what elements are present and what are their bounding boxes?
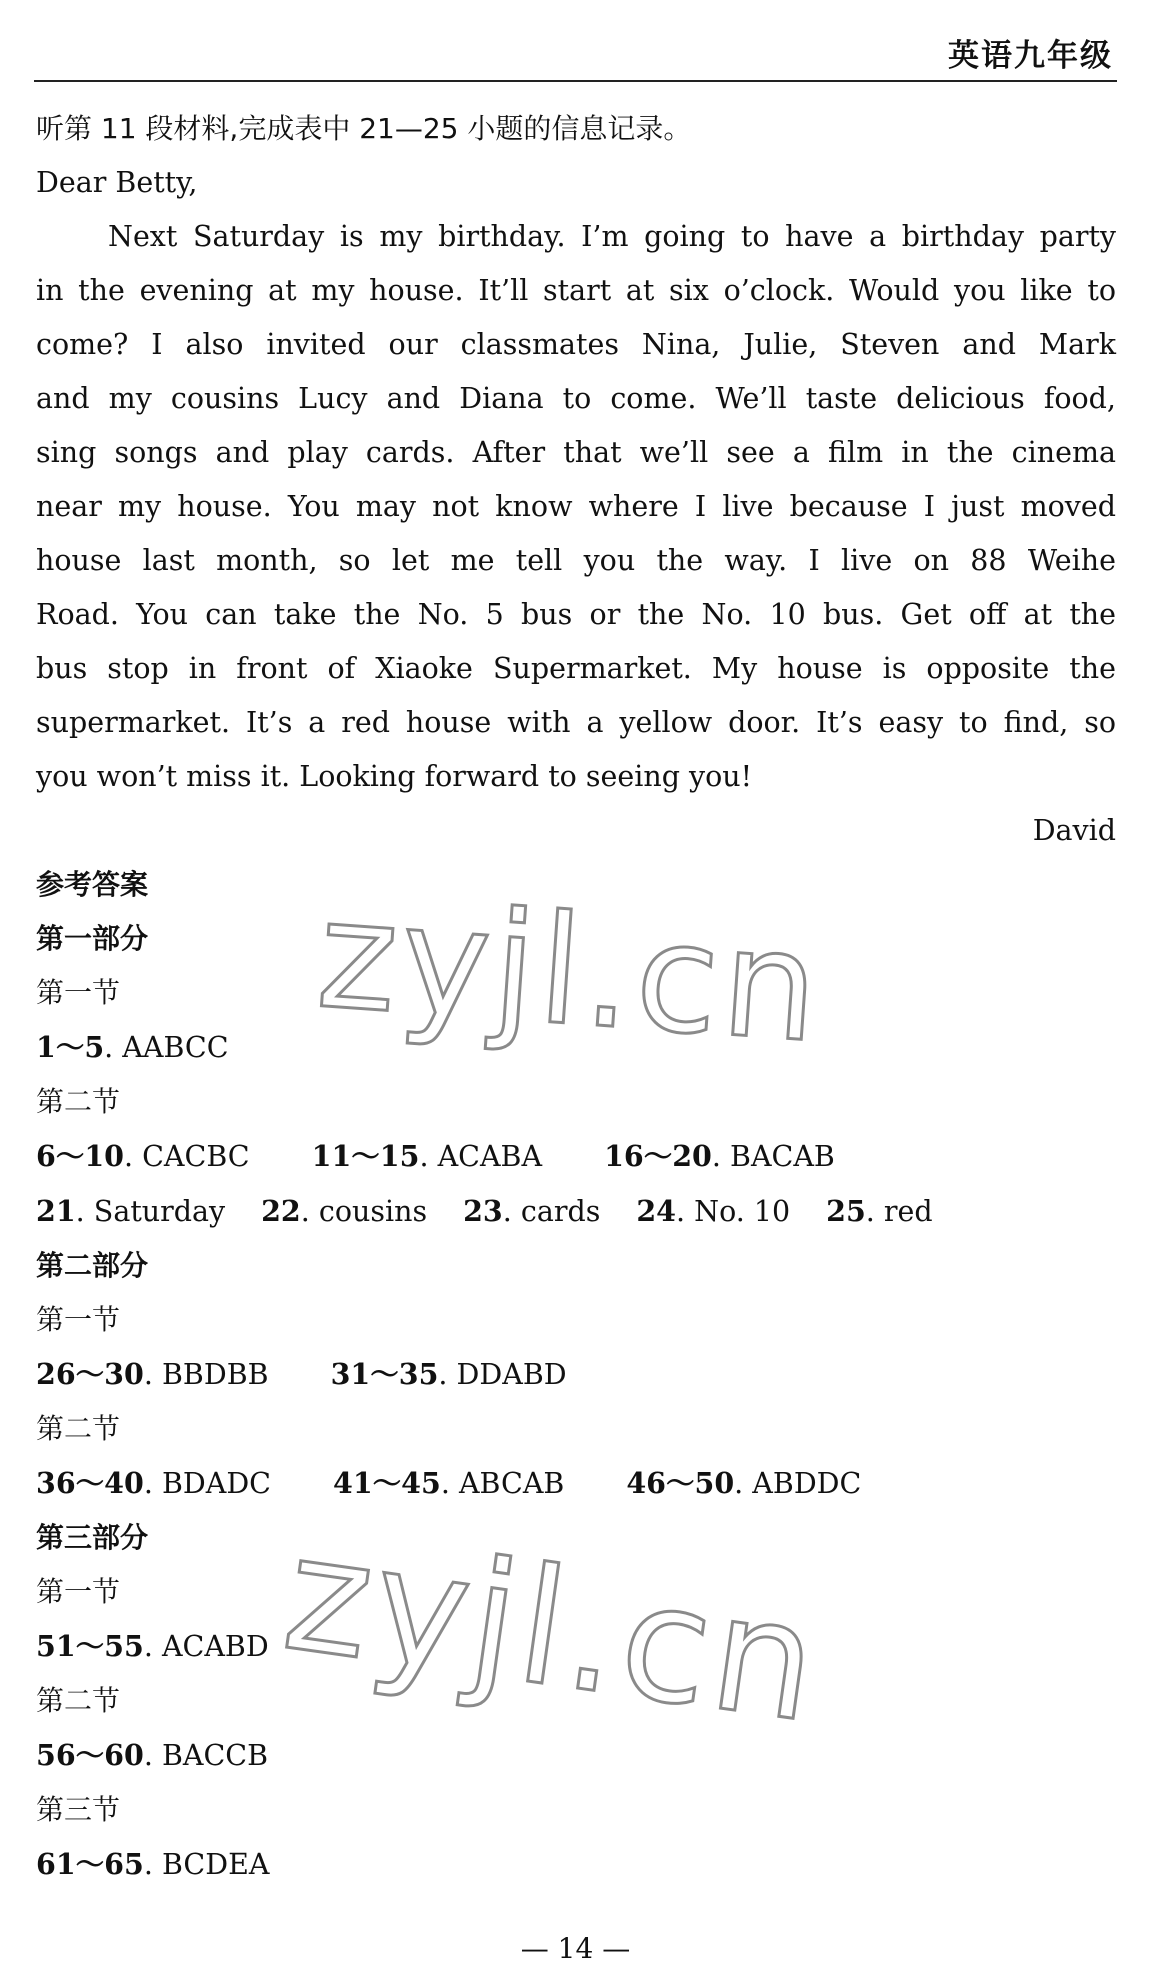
answers-title: 参考答案 (36, 868, 149, 901)
listening-instruction: 听第 11 段材料,完成表中 21—25 小题的信息记录。 (36, 112, 692, 145)
question-range: 31～35 (330, 1357, 439, 1391)
question-range: 46～50 (626, 1466, 735, 1500)
answer-value: AABCC (122, 1031, 229, 1064)
answer-value: cards (520, 1195, 601, 1228)
letter-line: near my house. You may not know where I live because I just moved (36, 490, 1116, 523)
question-range: 26～30 (36, 1357, 144, 1391)
part-title: 第三部分 (36, 1521, 149, 1554)
answer-value: BBDBB (161, 1358, 269, 1391)
question-number: 24 (636, 1194, 677, 1228)
question-number: 22 (261, 1194, 301, 1228)
letter-line: in the evening at my house. It’ll start at six o’clock. Would you like to (36, 274, 1116, 307)
letter-line: sing songs and play cards. After that we’ll see a film in the cinema (36, 436, 1116, 469)
answer-item: 24. No. 10 (636, 1194, 791, 1228)
question-number: 25 (826, 1194, 866, 1228)
answer-item: 36～40. BDADC (36, 1466, 271, 1500)
section-title: 第三节 (36, 1793, 121, 1826)
answer-value: CACBC (142, 1140, 250, 1173)
answer-item: 46～50. ABDDC (626, 1466, 862, 1500)
answer-row (36, 1020, 1116, 1075)
question-range: 41～45 (333, 1466, 441, 1500)
question-range: 56～60 (36, 1738, 144, 1772)
letter-line: Next Saturday is my birthday. I’m going to have a birthday party (108, 220, 1116, 253)
answer-item: 23. cards (463, 1194, 601, 1228)
answer-value: Saturday (93, 1195, 226, 1228)
answer-item: 16～20. BACAB (604, 1139, 835, 1173)
answer-row (36, 1728, 1116, 1783)
answer-value: DDABD (456, 1358, 567, 1391)
answer-item: 11～15. ACABA (311, 1139, 543, 1173)
question-range: 61～65 (36, 1847, 144, 1881)
letter-salutation: Dear Betty, (36, 166, 198, 199)
answer-row (36, 1456, 1116, 1511)
answer-value: ACABA (437, 1140, 543, 1173)
answer-value: No. 10 (694, 1195, 791, 1228)
answer-item: 26～30. BBDBB (36, 1357, 269, 1391)
question-number: 21 (36, 1194, 76, 1228)
question-number: 23 (463, 1194, 503, 1228)
question-range: 6～10 (36, 1139, 124, 1173)
letter-line: supermarket. It’s a red house with a yellow door. It’s easy to find, so (36, 706, 1116, 739)
watermark: zyjl.cn (312, 867, 828, 1077)
answer-item: 56～60. BACCB (36, 1738, 269, 1772)
answer-value: ABDDC (752, 1467, 862, 1500)
letter-line: bus stop in front of Xiaoke Supermarket. My house is opposite the (36, 652, 1116, 685)
answer-item: 51～55. ACABD (36, 1629, 269, 1663)
question-range: 51～55 (36, 1629, 144, 1663)
page-number: — 14 — (520, 1932, 631, 1965)
answer-value: BCDEA (161, 1848, 270, 1881)
answer-item: 25. red (826, 1194, 933, 1228)
page-header (0, 0, 1151, 90)
answer-row (36, 1129, 1116, 1184)
section-title: 第二节 (36, 1412, 121, 1445)
part-title: 第二部分 (36, 1249, 149, 1282)
question-range: 36～40 (36, 1466, 144, 1500)
section-title: 第一节 (36, 1303, 121, 1336)
part-title: 第一部分 (36, 922, 149, 955)
answer-value: BDADC (161, 1467, 271, 1500)
answer-item: 31～35. DDABD (330, 1357, 567, 1391)
answer-value: BACCB (161, 1739, 269, 1772)
letter-line: you won’t miss it. Looking forward to seeing you! (36, 760, 753, 793)
question-range: 11～15 (311, 1139, 420, 1173)
answer-value: ACABD (161, 1630, 269, 1663)
section-title: 第一节 (36, 1575, 121, 1608)
letter-line: come? I also invited our classmates Nina, Julie, Steven and Mark (36, 328, 1116, 361)
answer-item: 6～10. CACBC (36, 1139, 250, 1173)
answer-row (36, 1347, 1116, 1402)
header-title: 英语九年级 (948, 38, 1113, 74)
answer-row (36, 1837, 1116, 1892)
letter-line: house last month, so let me tell you the way. I live on 88 Weihe (36, 544, 1116, 577)
answer-value: red (883, 1195, 933, 1228)
answer-value: BACAB (730, 1140, 835, 1173)
answer-item: 21. Saturday (36, 1194, 226, 1228)
letter-line: Road. You can take the No. 5 bus or the No. 10 bus. Get off at the (36, 598, 1116, 631)
answer-item: 1～5. AABCC (36, 1030, 229, 1064)
answer-value: ABCAB (458, 1467, 565, 1500)
answer-row (36, 1619, 1116, 1674)
page-content (36, 102, 1116, 1892)
answer-item: 22. cousins (261, 1194, 428, 1228)
answer-row (36, 1184, 1116, 1239)
header-rule (34, 80, 1117, 82)
section-title: 第一节 (36, 976, 121, 1009)
answer-item: 41～45. ABCAB (333, 1466, 565, 1500)
answer-value: cousins (318, 1195, 428, 1228)
question-range: 16～20 (604, 1139, 712, 1173)
letter-signature: David (1032, 814, 1116, 847)
letter-line: and my cousins Lucy and Diana to come. We’ll taste delicious food, (36, 382, 1116, 415)
section-title: 第二节 (36, 1085, 121, 1118)
question-range: 1～5 (36, 1030, 105, 1064)
section-title: 第二节 (36, 1684, 121, 1717)
answer-item: 61～65. BCDEA (36, 1847, 270, 1881)
watermark: zyjl.cn (274, 1498, 832, 1759)
